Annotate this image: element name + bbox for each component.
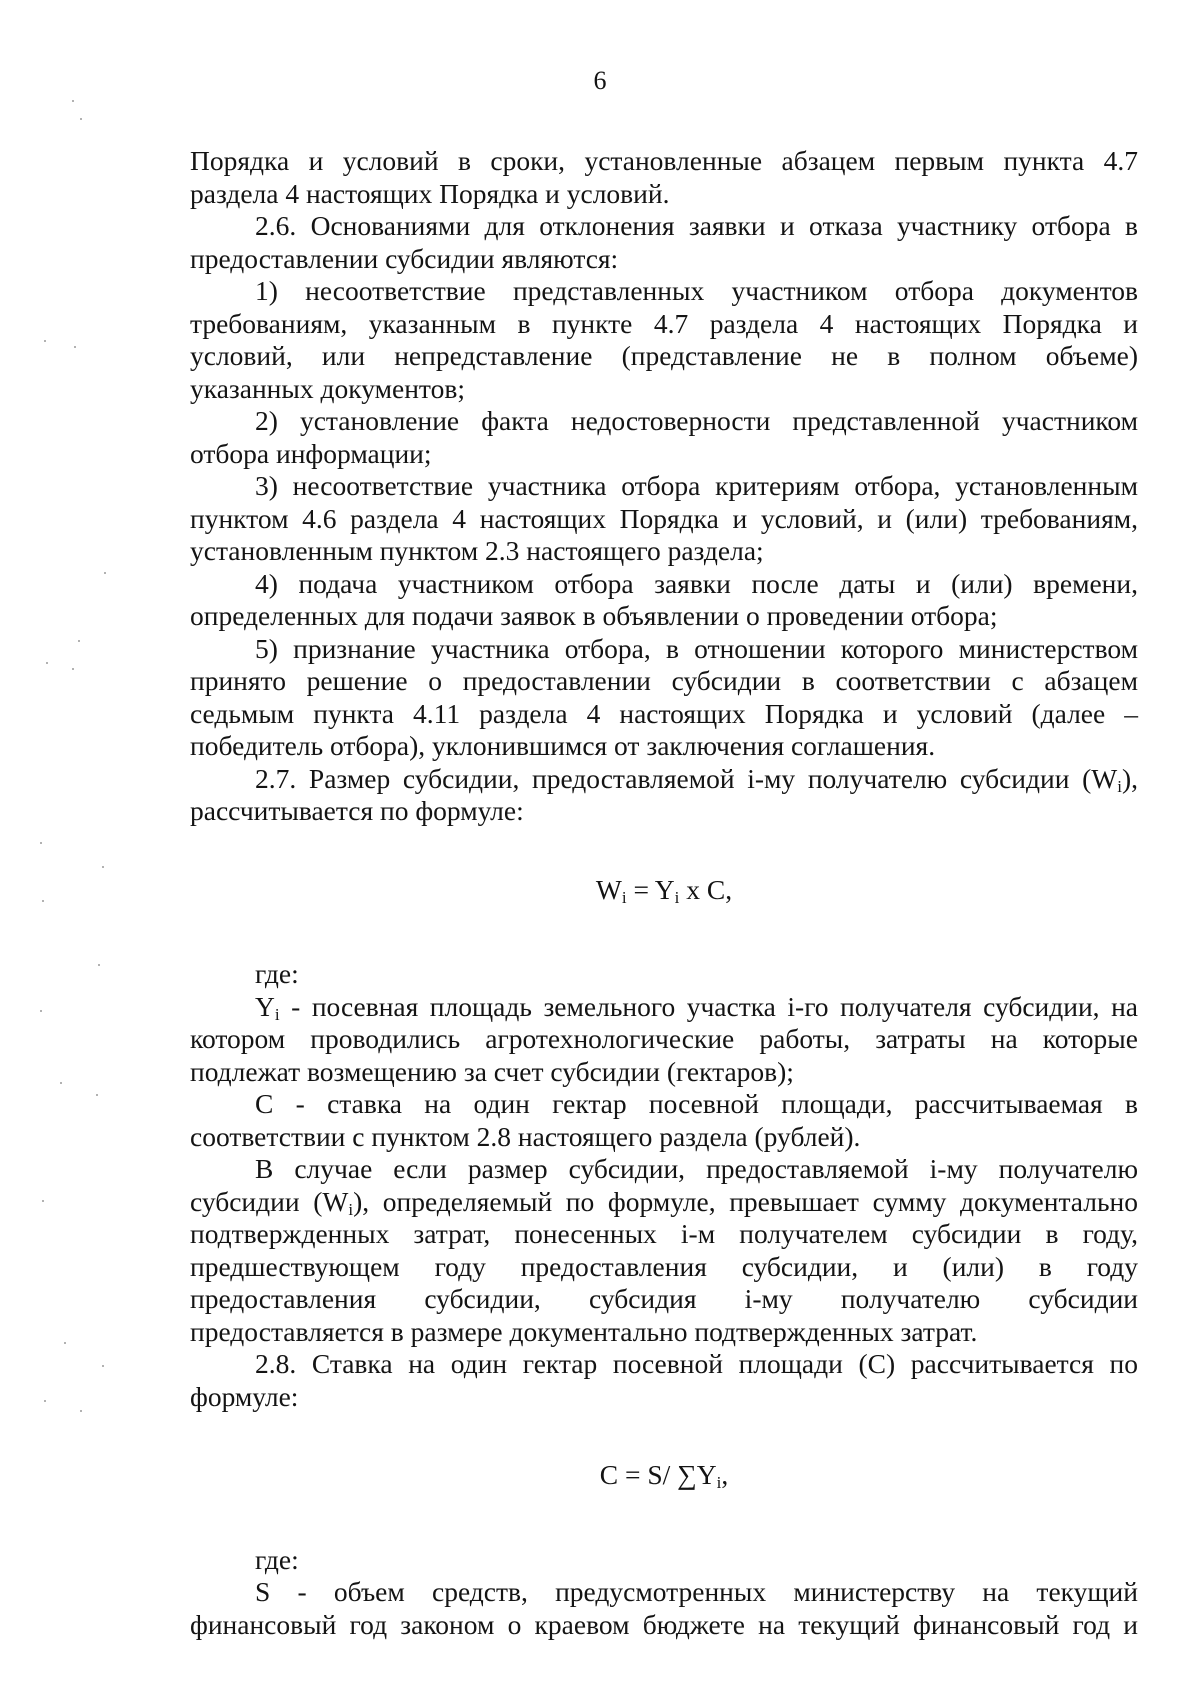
text-line: соответствии с пунктом 2.8 настоящего раздела (рублей). (190, 1120, 861, 1152)
text-line: седьмым пункта 4.11 раздела 4 настоящих Порядка и условий (далее – (190, 697, 1138, 729)
text-line: предоставления субсидии, субсидия i-му получателю субсидии (190, 1283, 1138, 1314)
formula-c: C = S/ $\sum Y_i$, (599, 1459, 729, 1492)
text-line: предоставлении субсидии являются: (190, 242, 619, 274)
text-line: подтвержденных затрат, понесенных i-м получателем субсидии в году, (190, 1218, 1138, 1249)
page-number: 6 (593, 66, 607, 95)
text-line: раздела 4 настоящих Порядка и условий. (190, 177, 670, 209)
text-line: определенных для подачи заявок в объявлении о проведении отбора; (190, 600, 998, 631)
text-line: предшествующем году предоставления субсидии, и (или) в году (190, 1250, 1138, 1282)
text-line: 2) установление факта недостоверности представленной участником (255, 405, 1138, 436)
text-line: 4) подача участником отбора заявки после даты и (или) времени, (255, 567, 1138, 599)
text-line: субсидии $(W_i)$, определяемый по формуле, превышает сумму документально (190, 1185, 1138, 1219)
text-line: где: (255, 958, 299, 989)
text-line: С - ставка на один гектар посевной площади, рассчитываемая в (255, 1088, 1138, 1119)
text-line: победитель отбора), уклонившимся от заключения соглашения. (190, 730, 936, 761)
text-line: предоставляется в размере документально подтвержденных затрат. (190, 1315, 978, 1347)
text-line: пунктом 4.6 раздела 4 настоящих Порядка и условий, и (или) требованиям, (190, 502, 1138, 534)
paragraph-group-2 (190, 958, 1138, 1413)
text-line: требованиям, указанным в пункте 4.7 раздела 4 настоящих Порядка и (190, 307, 1138, 339)
text-line: 2.6. Основаниями для отклонения заявки и отказа участнику отбора в (255, 210, 1138, 241)
text-line: подлежат возмещению за счет субсидии (гектаров); (190, 1055, 794, 1087)
text-line: 2.8. Ставка на один гектар посевной площади (С) рассчитывается по (255, 1348, 1138, 1379)
text-line: 5) признание участника отбора, в отношении которого министерством (255, 632, 1138, 664)
text-line: 3) несоответствие участника отбора критериям отбора, установленным (255, 470, 1138, 501)
text-line: 2.7. Размер субсидии, предоставляемой i-му получателю субсидии $(W_i)$, (255, 762, 1138, 796)
text-line: рассчитывается по формуле: (190, 795, 524, 826)
text-line: где: (255, 1543, 299, 1575)
text-line: отбора информации; (190, 437, 432, 469)
text-line: котором проводились агротехнологические работы, затраты на которые (190, 1023, 1138, 1054)
text-line: финансовый год законом о краевом бюджете на текущий финансовый год и (190, 1608, 1138, 1640)
text-line: S - объем средств, предусмотренных министерству на текущий (255, 1576, 1138, 1607)
text-line: $Y_i$ - посевная площадь земельного участка i-го получателя субсидии, на (255, 990, 1138, 1024)
text-line: В случае если размер субсидии, предоставляемой i-му получателю (255, 1153, 1138, 1184)
document-body (190, 145, 1138, 1641)
paragraph-group-1 (190, 145, 1138, 828)
text-line: принято решение о предоставлении субсидии в соответствии с абзацем (190, 665, 1138, 696)
paragraph-group-3 (190, 1544, 1138, 1642)
text-line: 1) несоответствие представленных участником отбора документов (255, 275, 1138, 306)
text-line: условий, или непредставление (представление не в полном объеме) (190, 340, 1138, 371)
text-line: установленным пунктом 2.3 настоящего раздела; (190, 535, 764, 566)
text-line: Порядка и условий в сроки, установленные абзацем первым пункта 4.7 (190, 145, 1138, 176)
formula-wi: $W_i = Y_i$ x C, (595, 873, 733, 907)
text-line: формуле: (190, 1380, 299, 1412)
text-line: указанных документов; (190, 372, 465, 404)
